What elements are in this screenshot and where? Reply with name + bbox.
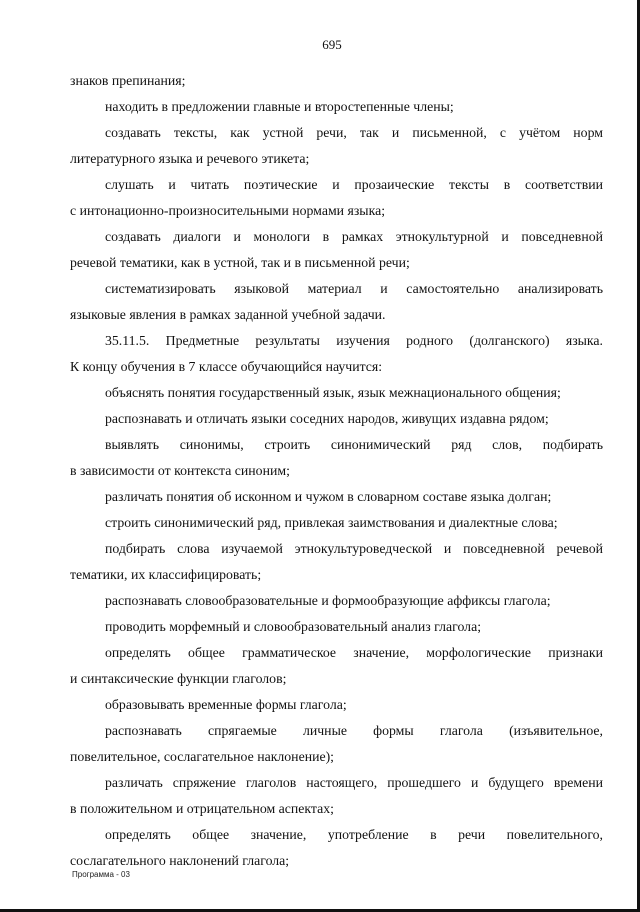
text-line: распознавать и отличать языки соседних народов, живущих издавна рядом; [105, 411, 549, 426]
text-line: создавать диалоги и монологи в рамках этнокультурной и повседневной [105, 229, 603, 244]
text-line: проводить морфемный и словообразовательный анализ глагола; [105, 619, 482, 634]
footer-label: Программа - 03 [72, 870, 130, 879]
body-text [70, 68, 603, 874]
text-line: речевой тематики, как в устной, так и в письменной речи; [70, 255, 410, 270]
text-line: различать спряжение глаголов настоящего, прошедшего и будущего времени [105, 775, 603, 790]
text-line: и синтаксические функции глаголов; [70, 671, 287, 686]
text-line: распознавать словообразовательные и формообразующие аффиксы глагола; [105, 593, 551, 608]
page-number: 695 [322, 37, 342, 52]
text-line: в положительном и отрицательном аспектах; [70, 801, 334, 816]
text-line: различать понятия об исконном и чужом в словарном составе языка долган; [105, 489, 552, 504]
text-line: 35.11.5. Предметные результаты изучения родного (долганского) языка. [105, 333, 603, 348]
text-line: находить в предложении главные и второстепенные члены; [105, 99, 454, 114]
text-line: определять общее значение, употребление в речи повелительного, [105, 827, 603, 842]
text-line: в зависимости от контекста синоним; [70, 463, 290, 478]
text-line: создавать тексты, как устной речи, так и письменной, с учётом норм [105, 125, 603, 140]
text-line: литературного языка и речевого этикета; [70, 151, 310, 166]
text-line: сослагательного наклонений глагола; [70, 853, 290, 868]
text-line: объяснять понятия государственный язык, язык межнационального общения; [105, 385, 561, 400]
text-line: строить синонимический ряд, привлекая заимствования и диалектные слова; [105, 515, 558, 530]
text-line: знаков препинания; [70, 73, 186, 88]
text-line: языковые явления в рамках заданной учебной задачи. [70, 307, 386, 322]
text-line: тематики, их классифицировать; [70, 567, 262, 582]
text-line: систематизировать языковой материал и самостоятельно анализировать [105, 281, 603, 296]
text-line: определять общее грамматическое значение, морфологические признаки [105, 645, 603, 660]
text-line: образовывать временные формы глагола; [105, 697, 347, 712]
text-line: выявлять синонимы, строить синонимический ряд слов, подбирать [105, 437, 603, 452]
text-line: К концу обучения в 7 классе обучающийся научится: [70, 359, 383, 374]
text-line: слушать и читать поэтические и прозаические тексты в соответствии [105, 177, 603, 192]
text-line: повелительное, сослагательное наклонение); [70, 749, 335, 764]
text-line: распознавать спрягаемые личные формы глагола (изъявительное, [105, 723, 603, 738]
text-line: подбирать слова изучаемой этнокультуроведческой и повседневной речевой [105, 541, 603, 556]
text-line: с интонационно-произносительными нормами языка; [70, 203, 386, 218]
